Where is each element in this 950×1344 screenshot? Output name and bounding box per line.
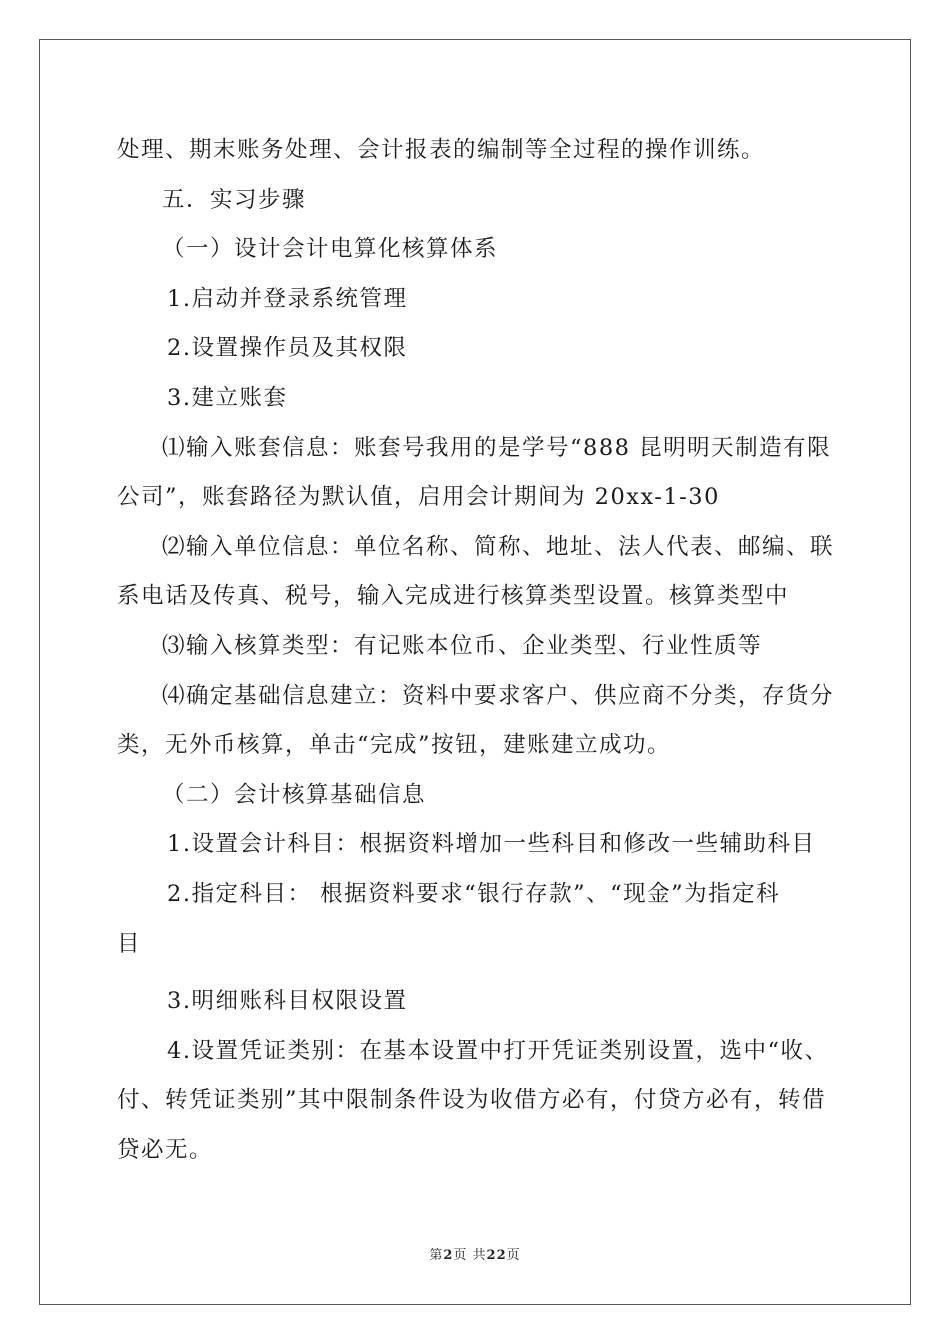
footer-current-page: 2 <box>443 1248 454 1263</box>
footer-suffix: 页 <box>506 1248 521 1263</box>
step-2-1: 1.设置会计科目：根据资料增加一些科目和修改一些辅助科目 <box>167 831 816 858</box>
step-3: 3.建立账套 <box>167 384 288 411</box>
subsection-heading-1: （一）设计会计电算化核算体系 <box>162 236 499 263</box>
footer-prefix: 第 <box>429 1248 444 1263</box>
step-2-2-line-2: 目 <box>117 930 142 957</box>
step-2-4-line-3: 贷必无。 <box>117 1136 214 1163</box>
document-body <box>117 126 835 1175</box>
step-2-4-line-2: 付、转凭证类别”其中限制条件设为收借方必有，付贷方必有，转借 <box>117 1087 827 1114</box>
substep-2-line-2: 系电话及传真、税号，输入完成进行核算类型设置。核算类型中 <box>117 583 790 610</box>
footer-mid: 页 共 <box>453 1248 487 1263</box>
step-2-3: 3.明细账科目权限设置 <box>167 988 408 1015</box>
substep-1-line-1: ⑴输入账套信息：账套号我用的是学号“888 昆明明天制造有限 <box>162 434 832 461</box>
footer-total-pages: 22 <box>486 1248 507 1263</box>
section-heading-5: 五．实习步骤 <box>162 186 307 213</box>
substep-1-line-2: 公司”，账套路径为默认值，启用会计期间为 20xx-1-30 <box>117 484 720 511</box>
step-2: 2.设置操作员及其权限 <box>167 335 408 362</box>
page-footer <box>0 1244 950 1263</box>
substep-4-line-2: 类，无外币核算，单击“完成”按钮，建账建立成功。 <box>117 732 672 759</box>
substep-2-line-1: ⑵输入单位信息：单位名称、简称、地址、法人代表、邮编、联 <box>162 533 835 560</box>
subsection-heading-2: （二）会计核算基础信息 <box>162 781 427 808</box>
substep-3: ⑶输入核算类型：有记账本位币、企业类型、行业性质等 <box>162 632 763 659</box>
substep-4-line-1: ⑷确定基础信息建立：资料中要求客户、供应商不分类，存货分 <box>162 682 835 709</box>
paragraph-0: 处理、期末账务处理、会计报表的编制等全过程的操作训练。 <box>117 137 766 163</box>
step-2-4-line-1: 4.设置凭证类别：在基本设置中打开凭证类别设置，选中“收、 <box>167 1037 829 1064</box>
step-1: 1.启动并登录系统管理 <box>167 285 408 312</box>
step-2-2-line-1: 2.指定科目： 根据资料要求“银行存款”、“现金”为指定科 <box>167 880 781 907</box>
